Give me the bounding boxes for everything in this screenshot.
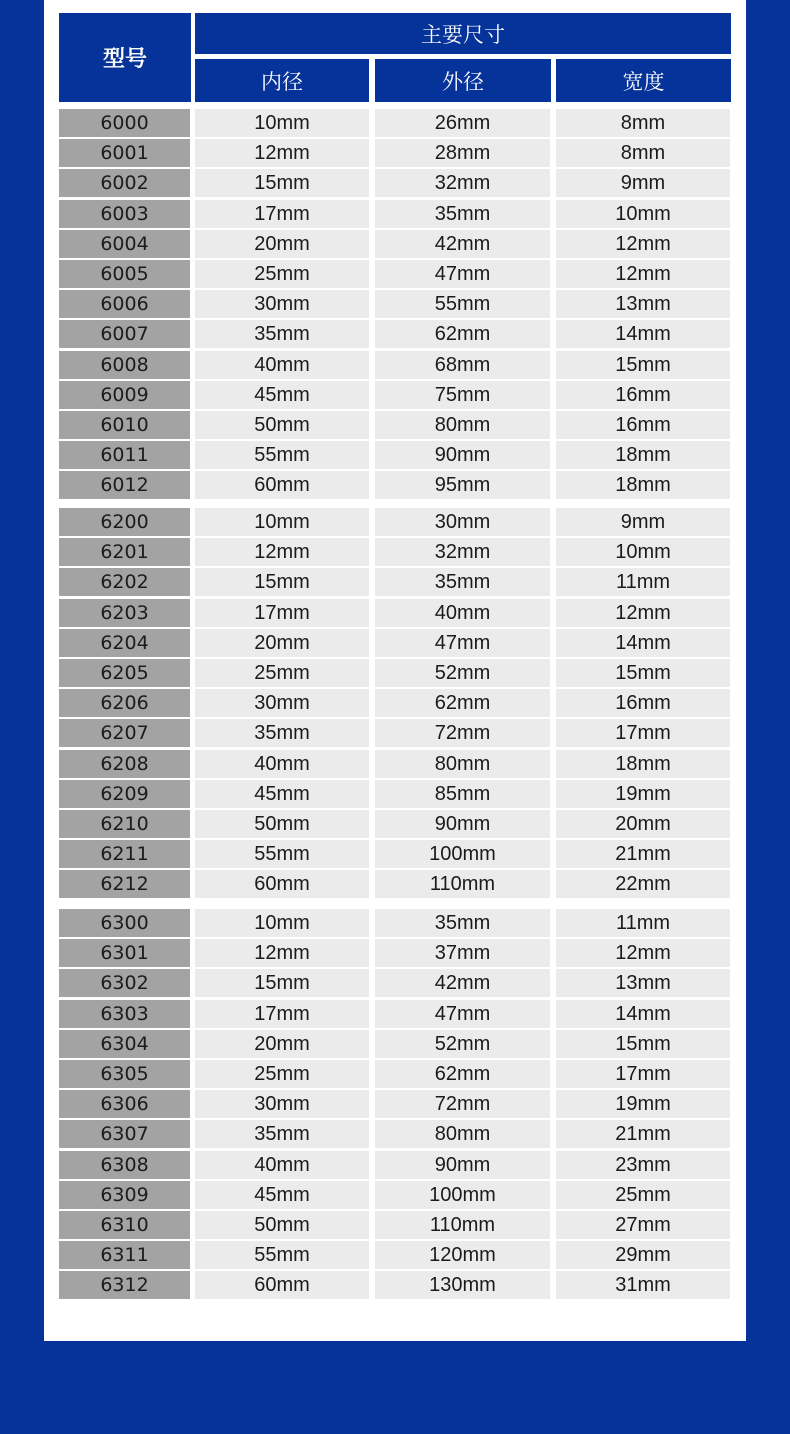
width-cell: 14mm <box>556 1000 730 1028</box>
width-cell: 19mm <box>556 1090 730 1118</box>
inner-diameter-cell: 35mm <box>195 719 369 747</box>
inner-diameter-cell: 20mm <box>195 230 369 258</box>
model-cell: 6005 <box>59 260 190 288</box>
model-cell: 6308 <box>59 1151 190 1179</box>
model-cell: 6205 <box>59 659 190 687</box>
inner-diameter-cell: 60mm <box>195 870 369 898</box>
outer-diameter-cell: 40mm <box>375 599 550 627</box>
spec-table-card <box>44 0 746 1341</box>
model-cell: 6300 <box>59 909 190 937</box>
model-header: 型号 <box>59 13 191 102</box>
width-cell: 11mm <box>556 909 730 937</box>
model-cell: 6006 <box>59 290 190 318</box>
inner-diameter-cell: 20mm <box>195 629 369 657</box>
inner-diameter-cell: 25mm <box>195 659 369 687</box>
outer-diameter-cell: 110mm <box>375 870 550 898</box>
main-dimensions-header: 主要尺寸 <box>195 13 731 54</box>
model-cell: 6209 <box>59 780 190 808</box>
model-cell: 6010 <box>59 411 190 439</box>
model-cell: 6211 <box>59 840 190 868</box>
width-cell: 31mm <box>556 1271 730 1299</box>
outer-diameter-cell: 62mm <box>375 320 550 348</box>
model-cell: 6003 <box>59 200 190 228</box>
model-cell: 6210 <box>59 810 190 838</box>
width-cell: 16mm <box>556 411 730 439</box>
width-cell: 12mm <box>556 599 730 627</box>
outer-diameter-cell: 52mm <box>375 1030 550 1058</box>
width-cell: 20mm <box>556 810 730 838</box>
width-cell: 15mm <box>556 351 730 379</box>
inner-diameter-cell: 17mm <box>195 599 369 627</box>
model-cell: 6312 <box>59 1271 190 1299</box>
outer-diameter-cell: 35mm <box>375 909 550 937</box>
width-cell: 15mm <box>556 659 730 687</box>
model-cell: 6305 <box>59 1060 190 1088</box>
model-cell: 6212 <box>59 870 190 898</box>
model-cell: 6302 <box>59 969 190 997</box>
inner-diameter-cell: 20mm <box>195 1030 369 1058</box>
outer-diameter-cell: 75mm <box>375 381 550 409</box>
inner-diameter-cell: 35mm <box>195 1120 369 1148</box>
outer-diameter-cell: 47mm <box>375 1000 550 1028</box>
width-cell: 14mm <box>556 629 730 657</box>
width-cell: 27mm <box>556 1211 730 1239</box>
outer-diameter-cell: 37mm <box>375 939 550 967</box>
model-cell: 6009 <box>59 381 190 409</box>
width-cell: 9mm <box>556 169 730 197</box>
inner-diameter-cell: 45mm <box>195 1181 369 1209</box>
model-cell: 6004 <box>59 230 190 258</box>
outer-diameter-cell: 120mm <box>375 1241 550 1269</box>
model-cell: 6002 <box>59 169 190 197</box>
inner-diameter-cell: 45mm <box>195 780 369 808</box>
outer-diameter-cell: 90mm <box>375 810 550 838</box>
width-cell: 8mm <box>556 109 730 137</box>
model-cell: 6012 <box>59 471 190 499</box>
inner-diameter-cell: 50mm <box>195 1211 369 1239</box>
outer-diameter-cell: 90mm <box>375 441 550 469</box>
width-cell: 17mm <box>556 1060 730 1088</box>
outer-diameter-cell: 35mm <box>375 200 550 228</box>
width-cell: 21mm <box>556 840 730 868</box>
width-cell: 14mm <box>556 320 730 348</box>
model-cell: 6306 <box>59 1090 190 1118</box>
inner-diameter-cell: 25mm <box>195 1060 369 1088</box>
model-cell: 6202 <box>59 568 190 596</box>
outer-diameter-cell: 52mm <box>375 659 550 687</box>
outer-diameter-cell: 90mm <box>375 1151 550 1179</box>
model-cell: 6000 <box>59 109 190 137</box>
width-cell: 12mm <box>556 260 730 288</box>
model-cell: 6307 <box>59 1120 190 1148</box>
inner-diameter-cell: 15mm <box>195 568 369 596</box>
inner-diameter-cell: 15mm <box>195 169 369 197</box>
outer-diameter-cell: 55mm <box>375 290 550 318</box>
model-cell: 6203 <box>59 599 190 627</box>
width-cell: 17mm <box>556 719 730 747</box>
model-cell: 6208 <box>59 750 190 778</box>
width-cell: 9mm <box>556 508 730 536</box>
outer-diameter-cell: 100mm <box>375 1181 550 1209</box>
outer-diameter-cell: 62mm <box>375 1060 550 1088</box>
width-cell: 19mm <box>556 780 730 808</box>
inner-diameter-cell: 45mm <box>195 381 369 409</box>
model-cell: 6304 <box>59 1030 190 1058</box>
width-cell: 12mm <box>556 939 730 967</box>
width-cell: 21mm <box>556 1120 730 1148</box>
outer-diameter-header: 外径 <box>375 59 551 102</box>
outer-diameter-cell: 28mm <box>375 139 550 167</box>
outer-diameter-cell: 110mm <box>375 1211 550 1239</box>
inner-diameter-cell: 35mm <box>195 320 369 348</box>
model-cell: 6204 <box>59 629 190 657</box>
inner-diameter-cell: 55mm <box>195 1241 369 1269</box>
model-cell: 6207 <box>59 719 190 747</box>
inner-diameter-cell: 10mm <box>195 508 369 536</box>
outer-diameter-cell: 26mm <box>375 109 550 137</box>
inner-diameter-cell: 40mm <box>195 750 369 778</box>
width-cell: 8mm <box>556 139 730 167</box>
model-cell: 6301 <box>59 939 190 967</box>
outer-diameter-cell: 35mm <box>375 568 550 596</box>
inner-diameter-cell: 12mm <box>195 139 369 167</box>
outer-diameter-cell: 80mm <box>375 750 550 778</box>
model-cell: 6001 <box>59 139 190 167</box>
outer-diameter-cell: 47mm <box>375 629 550 657</box>
inner-diameter-cell: 50mm <box>195 810 369 838</box>
inner-diameter-cell: 15mm <box>195 969 369 997</box>
model-cell: 6303 <box>59 1000 190 1028</box>
outer-diameter-cell: 32mm <box>375 169 550 197</box>
outer-diameter-cell: 130mm <box>375 1271 550 1299</box>
width-cell: 15mm <box>556 1030 730 1058</box>
model-cell: 6200 <box>59 508 190 536</box>
width-cell: 13mm <box>556 290 730 318</box>
outer-diameter-cell: 42mm <box>375 969 550 997</box>
outer-diameter-cell: 68mm <box>375 351 550 379</box>
inner-diameter-cell: 17mm <box>195 200 369 228</box>
inner-diameter-cell: 10mm <box>195 909 369 937</box>
outer-diameter-cell: 85mm <box>375 780 550 808</box>
width-cell: 11mm <box>556 568 730 596</box>
width-cell: 13mm <box>556 969 730 997</box>
width-cell: 18mm <box>556 750 730 778</box>
width-header: 宽度 <box>556 59 731 102</box>
model-cell: 6206 <box>59 689 190 717</box>
outer-diameter-cell: 95mm <box>375 471 550 499</box>
outer-diameter-cell: 72mm <box>375 1090 550 1118</box>
model-cell: 6310 <box>59 1211 190 1239</box>
inner-diameter-cell: 60mm <box>195 471 369 499</box>
width-cell: 18mm <box>556 441 730 469</box>
inner-diameter-cell: 30mm <box>195 689 369 717</box>
width-cell: 10mm <box>556 200 730 228</box>
outer-diameter-cell: 47mm <box>375 260 550 288</box>
inner-diameter-cell: 40mm <box>195 351 369 379</box>
inner-diameter-cell: 55mm <box>195 441 369 469</box>
inner-diameter-cell: 25mm <box>195 260 369 288</box>
width-cell: 22mm <box>556 870 730 898</box>
outer-diameter-cell: 30mm <box>375 508 550 536</box>
inner-diameter-cell: 10mm <box>195 109 369 137</box>
inner-diameter-cell: 30mm <box>195 290 369 318</box>
outer-diameter-cell: 72mm <box>375 719 550 747</box>
model-cell: 6309 <box>59 1181 190 1209</box>
inner-diameter-cell: 55mm <box>195 840 369 868</box>
model-cell: 6008 <box>59 351 190 379</box>
width-cell: 23mm <box>556 1151 730 1179</box>
outer-diameter-cell: 100mm <box>375 840 550 868</box>
width-cell: 16mm <box>556 689 730 717</box>
inner-diameter-cell: 12mm <box>195 538 369 566</box>
width-cell: 16mm <box>556 381 730 409</box>
inner-diameter-header: 内径 <box>195 59 369 102</box>
outer-diameter-cell: 62mm <box>375 689 550 717</box>
model-cell: 6007 <box>59 320 190 348</box>
model-cell: 6011 <box>59 441 190 469</box>
width-cell: 29mm <box>556 1241 730 1269</box>
outer-diameter-cell: 80mm <box>375 1120 550 1148</box>
inner-diameter-cell: 17mm <box>195 1000 369 1028</box>
width-cell: 18mm <box>556 471 730 499</box>
inner-diameter-cell: 40mm <box>195 1151 369 1179</box>
inner-diameter-cell: 50mm <box>195 411 369 439</box>
model-cell: 6201 <box>59 538 190 566</box>
width-cell: 12mm <box>556 230 730 258</box>
outer-diameter-cell: 42mm <box>375 230 550 258</box>
outer-diameter-cell: 80mm <box>375 411 550 439</box>
width-cell: 10mm <box>556 538 730 566</box>
inner-diameter-cell: 12mm <box>195 939 369 967</box>
width-cell: 25mm <box>556 1181 730 1209</box>
inner-diameter-cell: 30mm <box>195 1090 369 1118</box>
model-cell: 6311 <box>59 1241 190 1269</box>
outer-diameter-cell: 32mm <box>375 538 550 566</box>
inner-diameter-cell: 60mm <box>195 1271 369 1299</box>
